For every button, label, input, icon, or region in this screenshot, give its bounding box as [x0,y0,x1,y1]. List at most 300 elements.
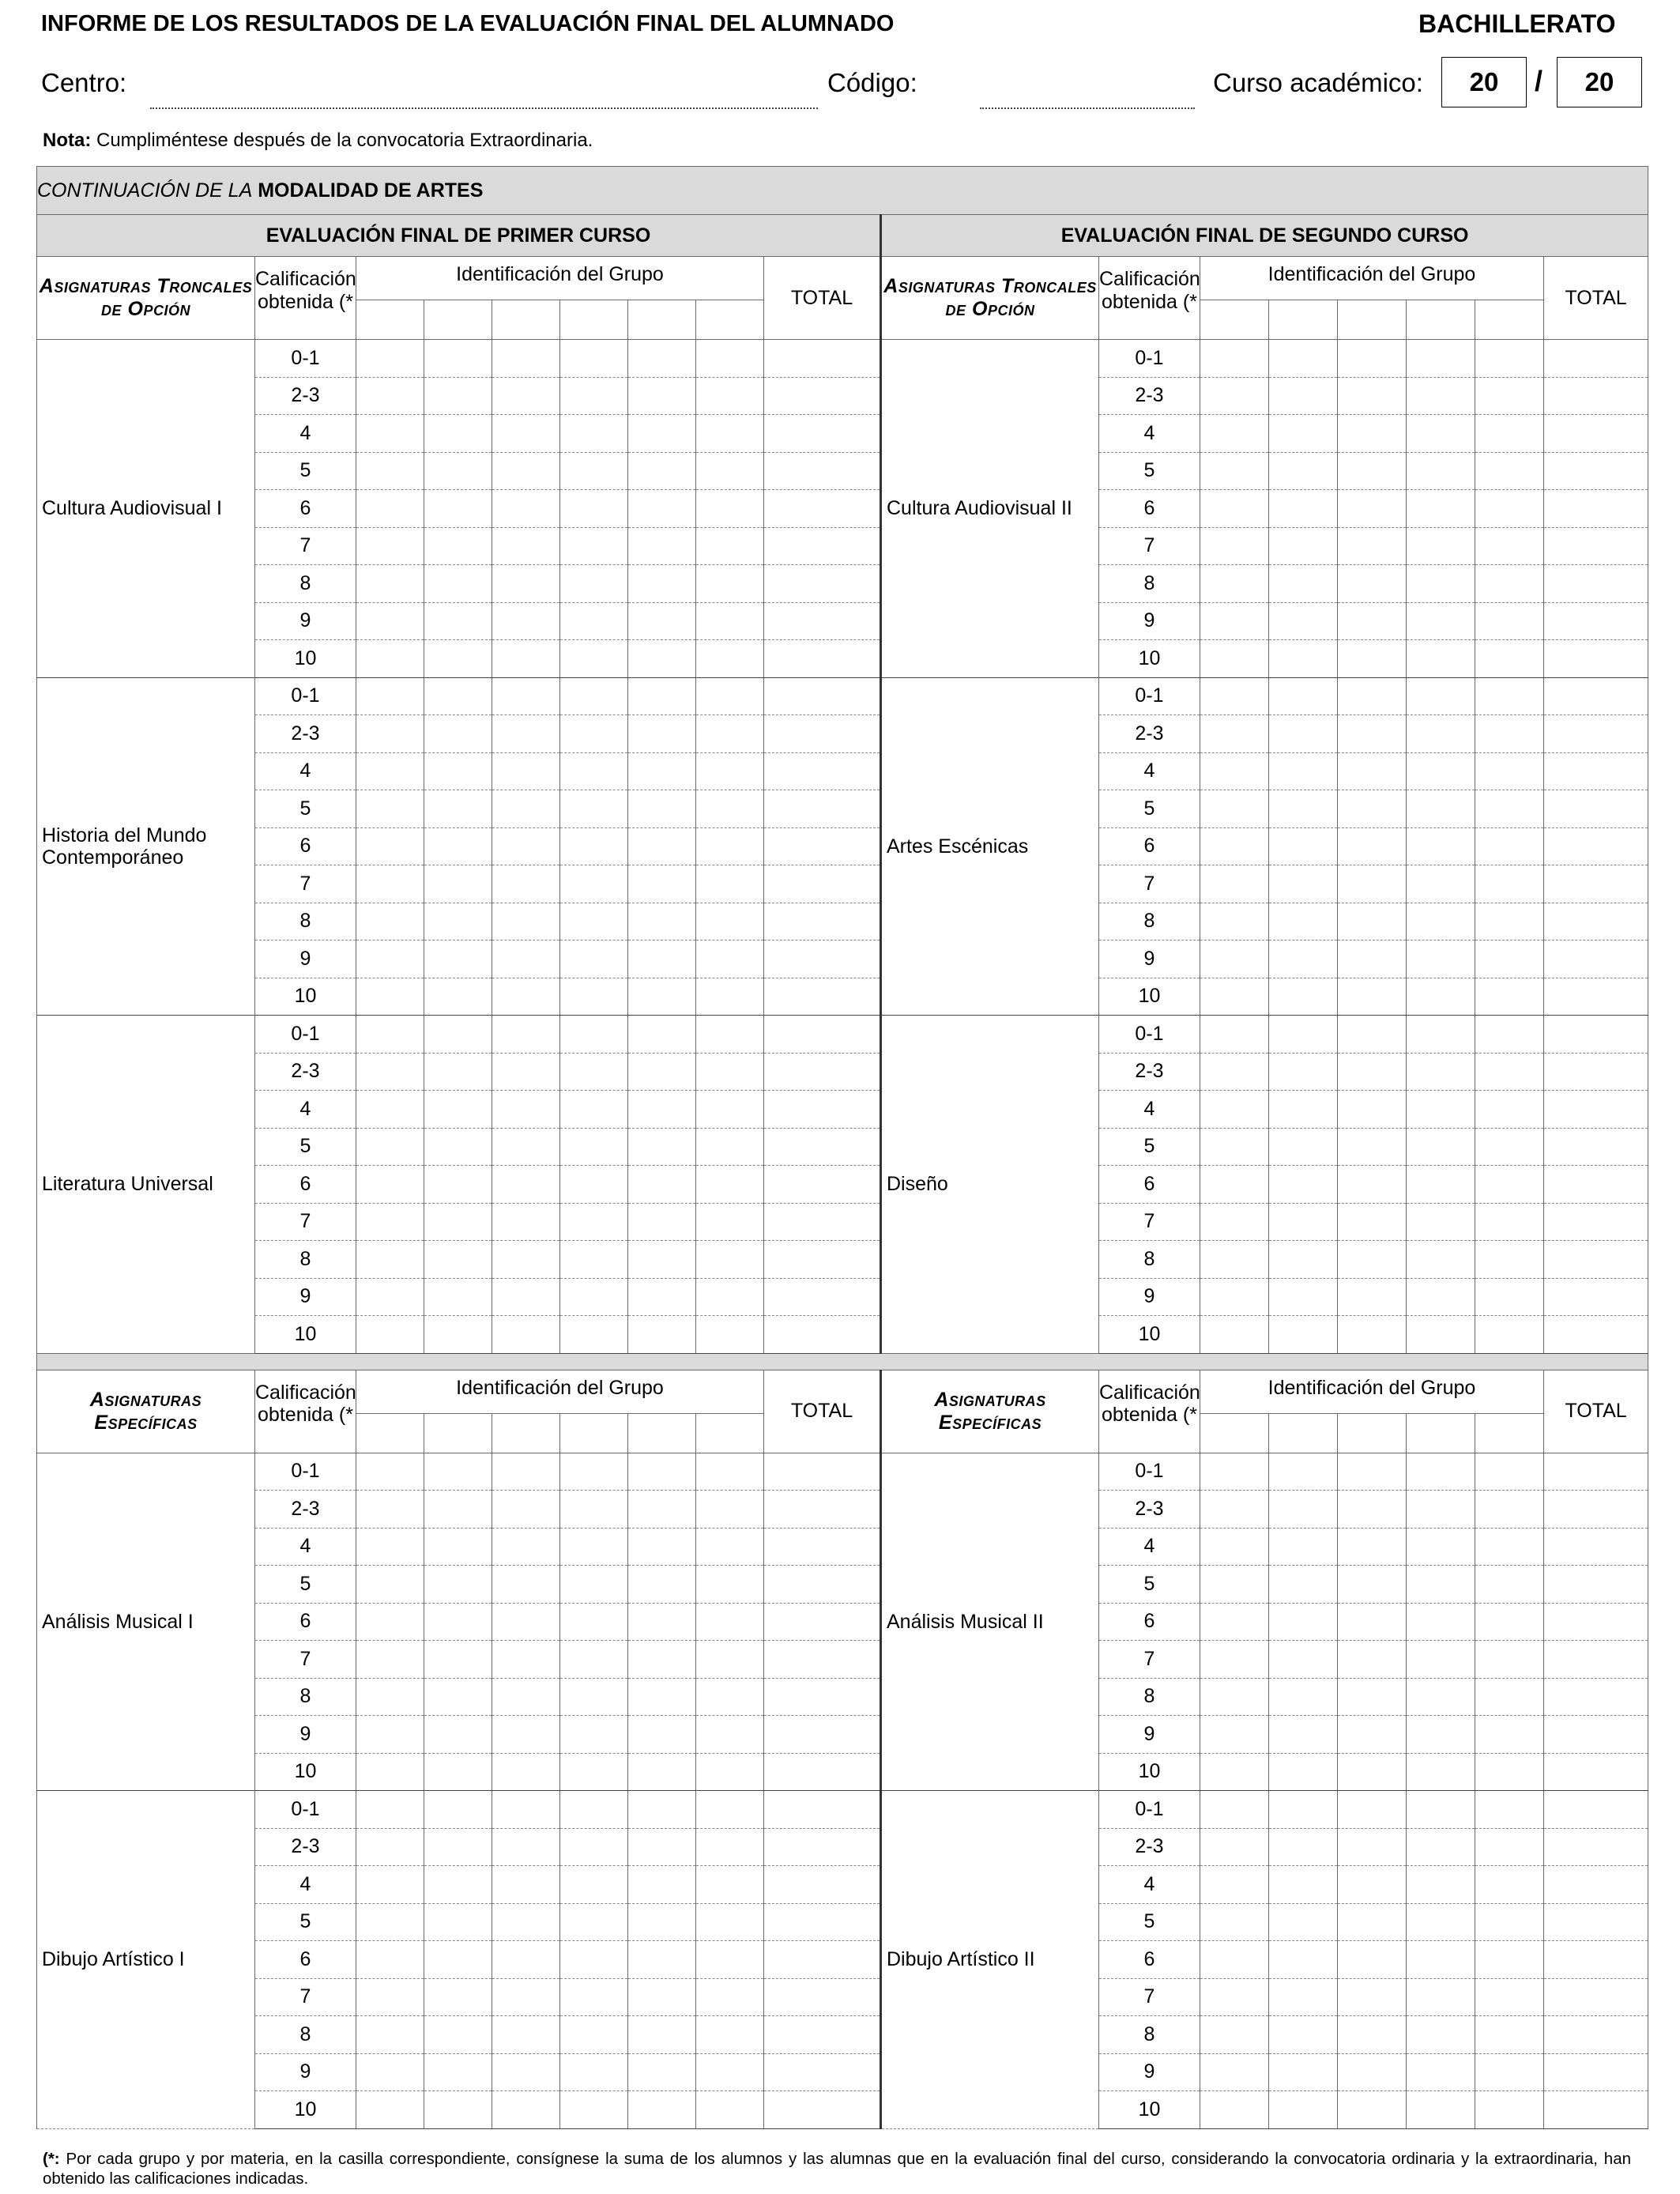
count-cell[interactable] [1475,1528,1544,1566]
count-cell[interactable] [628,941,696,978]
count-cell[interactable] [696,978,764,1016]
count-cell[interactable] [1200,1528,1269,1566]
total-cell[interactable] [1544,1091,1648,1129]
total-cell[interactable] [1544,2091,1648,2129]
count-cell[interactable] [1269,2053,1338,2091]
count-cell[interactable] [1475,1166,1544,1204]
count-cell[interactable] [356,490,424,528]
count-cell[interactable] [1269,1866,1338,1904]
count-cell[interactable] [1338,1828,1407,1866]
count-cell[interactable] [1407,1641,1475,1679]
total-cell[interactable] [764,1866,881,1904]
count-cell[interactable] [1407,452,1475,490]
count-cell[interactable] [560,1016,628,1054]
count-cell[interactable] [1475,2016,1544,2054]
count-cell[interactable] [424,1828,492,1866]
count-cell[interactable] [560,1753,628,1791]
count-cell[interactable] [560,1053,628,1091]
count-cell[interactable] [356,715,424,753]
count-cell[interactable] [492,1903,560,1941]
group-id-cell[interactable] [1200,300,1269,340]
count-cell[interactable] [696,752,764,790]
count-cell[interactable] [1475,1053,1544,1091]
count-cell[interactable] [492,452,560,490]
count-cell[interactable] [356,2091,424,2129]
count-cell[interactable] [1338,1753,1407,1791]
count-cell[interactable] [1475,527,1544,565]
total-cell[interactable] [1544,941,1648,978]
count-cell[interactable] [696,1941,764,1979]
count-cell[interactable] [1269,602,1338,640]
count-cell[interactable] [1338,640,1407,678]
total-cell[interactable] [1544,452,1648,490]
count-cell[interactable] [560,1716,628,1754]
total-cell[interactable] [1544,1241,1648,1279]
count-cell[interactable] [492,415,560,453]
count-cell[interactable] [1407,1053,1475,1091]
count-cell[interactable] [356,1166,424,1204]
count-cell[interactable] [1475,1828,1544,1866]
count-cell[interactable] [1338,565,1407,603]
count-cell[interactable] [1200,527,1269,565]
count-cell[interactable] [492,903,560,941]
count-cell[interactable] [696,677,764,715]
count-cell[interactable] [696,1566,764,1604]
count-cell[interactable] [628,1453,696,1491]
count-cell[interactable] [1475,978,1544,1016]
count-cell[interactable] [560,1316,628,1354]
count-cell[interactable] [696,1903,764,1941]
total-cell[interactable] [1544,978,1648,1016]
count-cell[interactable] [696,602,764,640]
count-cell[interactable] [492,527,560,565]
count-cell[interactable] [424,790,492,828]
group-id-cell[interactable] [424,1413,492,1453]
count-cell[interactable] [1269,1978,1338,2016]
count-cell[interactable] [1200,978,1269,1016]
count-cell[interactable] [1338,827,1407,865]
count-cell[interactable] [492,1453,560,1491]
count-cell[interactable] [356,1941,424,1979]
count-cell[interactable] [628,565,696,603]
count-cell[interactable] [1269,1528,1338,1566]
count-cell[interactable] [1338,1978,1407,2016]
group-id-cell[interactable] [560,1413,628,1453]
count-cell[interactable] [424,565,492,603]
count-cell[interactable] [1338,1166,1407,1204]
count-cell[interactable] [560,827,628,865]
count-cell[interactable] [1269,715,1338,753]
count-cell[interactable] [1338,415,1407,453]
count-cell[interactable] [1200,1866,1269,1904]
codigo-field[interactable] [980,107,1195,109]
count-cell[interactable] [1269,2091,1338,2129]
count-cell[interactable] [356,565,424,603]
count-cell[interactable] [1269,1828,1338,1866]
total-cell[interactable] [1544,1641,1648,1679]
group-id-cell[interactable] [356,300,424,340]
count-cell[interactable] [424,865,492,903]
count-cell[interactable] [1407,1528,1475,1566]
count-cell[interactable] [424,752,492,790]
count-cell[interactable] [356,1566,424,1604]
count-cell[interactable] [1269,1903,1338,1941]
count-cell[interactable] [1338,452,1407,490]
total-cell[interactable] [764,1091,881,1129]
total-cell[interactable] [1544,1278,1648,1316]
count-cell[interactable] [696,1278,764,1316]
count-cell[interactable] [356,752,424,790]
count-cell[interactable] [1269,1016,1338,1054]
count-cell[interactable] [492,1528,560,1566]
count-cell[interactable] [492,1128,560,1166]
count-cell[interactable] [1200,1753,1269,1791]
count-cell[interactable] [424,827,492,865]
count-cell[interactable] [1338,1053,1407,1091]
count-cell[interactable] [696,1791,764,1829]
count-cell[interactable] [560,1566,628,1604]
count-cell[interactable] [1200,1053,1269,1091]
count-cell[interactable] [1269,1241,1338,1279]
count-cell[interactable] [492,490,560,528]
total-cell[interactable] [764,1528,881,1566]
count-cell[interactable] [1269,1091,1338,1129]
count-cell[interactable] [1200,1678,1269,1716]
count-cell[interactable] [696,452,764,490]
count-cell[interactable] [1407,790,1475,828]
count-cell[interactable] [424,2091,492,2129]
total-cell[interactable] [764,415,881,453]
count-cell[interactable] [696,1128,764,1166]
group-id-cell[interactable] [560,300,628,340]
total-cell[interactable] [764,2053,881,2091]
count-cell[interactable] [1407,490,1475,528]
count-cell[interactable] [560,1128,628,1166]
count-cell[interactable] [696,1241,764,1279]
count-cell[interactable] [696,565,764,603]
count-cell[interactable] [1269,1566,1338,1604]
count-cell[interactable] [1407,415,1475,453]
count-cell[interactable] [1475,2053,1544,2091]
count-cell[interactable] [1269,490,1338,528]
count-cell[interactable] [1200,1791,1269,1829]
count-cell[interactable] [1200,452,1269,490]
count-cell[interactable] [696,1641,764,1679]
count-cell[interactable] [1338,1203,1407,1241]
count-cell[interactable] [356,677,424,715]
count-cell[interactable] [1407,1241,1475,1279]
count-cell[interactable] [1200,1641,1269,1679]
count-cell[interactable] [356,1278,424,1316]
count-cell[interactable] [492,1091,560,1129]
count-cell[interactable] [356,827,424,865]
total-cell[interactable] [764,1753,881,1791]
group-id-cell[interactable] [696,1413,764,1453]
count-cell[interactable] [356,1241,424,1279]
total-cell[interactable] [764,340,881,378]
count-cell[interactable] [356,1316,424,1354]
count-cell[interactable] [696,415,764,453]
total-cell[interactable] [1544,1978,1648,2016]
count-cell[interactable] [424,490,492,528]
total-cell[interactable] [764,1641,881,1679]
count-cell[interactable] [696,2016,764,2054]
count-cell[interactable] [1338,2091,1407,2129]
count-cell[interactable] [1269,340,1338,378]
count-cell[interactable] [1200,1978,1269,2016]
count-cell[interactable] [492,1603,560,1641]
count-cell[interactable] [1200,1316,1269,1354]
count-cell[interactable] [1269,1128,1338,1166]
count-cell[interactable] [1200,1716,1269,1754]
count-cell[interactable] [424,1716,492,1754]
count-cell[interactable] [1338,1241,1407,1279]
count-cell[interactable] [560,1491,628,1529]
total-cell[interactable] [1544,1941,1648,1979]
count-cell[interactable] [696,1166,764,1204]
count-cell[interactable] [492,1978,560,2016]
count-cell[interactable] [628,1641,696,1679]
total-cell[interactable] [764,490,881,528]
count-cell[interactable] [628,1903,696,1941]
count-cell[interactable] [628,1491,696,1529]
count-cell[interactable] [1338,1716,1407,1754]
count-cell[interactable] [492,1316,560,1354]
count-cell[interactable] [696,1053,764,1091]
count-cell[interactable] [628,1828,696,1866]
count-cell[interactable] [628,1016,696,1054]
count-cell[interactable] [1407,1278,1475,1316]
count-cell[interactable] [560,715,628,753]
count-cell[interactable] [560,415,628,453]
count-cell[interactable] [424,1566,492,1604]
count-cell[interactable] [696,2053,764,2091]
count-cell[interactable] [628,1753,696,1791]
count-cell[interactable] [696,1753,764,1791]
count-cell[interactable] [424,1053,492,1091]
count-cell[interactable] [696,1453,764,1491]
total-cell[interactable] [764,715,881,753]
total-cell[interactable] [764,565,881,603]
count-cell[interactable] [560,978,628,1016]
total-cell[interactable] [1544,903,1648,941]
count-cell[interactable] [492,340,560,378]
count-cell[interactable] [1269,1716,1338,1754]
count-cell[interactable] [1475,1903,1544,1941]
count-cell[interactable] [1338,1866,1407,1904]
count-cell[interactable] [1475,2091,1544,2129]
count-cell[interactable] [424,978,492,1016]
group-id-cell[interactable] [492,1413,560,1453]
count-cell[interactable] [1475,1978,1544,2016]
total-cell[interactable] [1544,1753,1648,1791]
count-cell[interactable] [492,1866,560,1904]
count-cell[interactable] [1407,1753,1475,1791]
count-cell[interactable] [628,377,696,415]
count-cell[interactable] [1475,565,1544,603]
count-cell[interactable] [696,1316,764,1354]
group-id-cell[interactable] [1200,1413,1269,1453]
count-cell[interactable] [1338,790,1407,828]
count-cell[interactable] [696,865,764,903]
count-cell[interactable] [1269,1053,1338,1091]
count-cell[interactable] [1407,1166,1475,1204]
count-cell[interactable] [1338,1128,1407,1166]
count-cell[interactable] [560,1903,628,1941]
count-cell[interactable] [628,827,696,865]
total-cell[interactable] [1544,1678,1648,1716]
group-id-cell[interactable] [1338,1413,1407,1453]
count-cell[interactable] [492,1241,560,1279]
count-cell[interactable] [1269,1941,1338,1979]
total-cell[interactable] [1544,565,1648,603]
count-cell[interactable] [1475,452,1544,490]
count-cell[interactable] [1338,978,1407,1016]
count-cell[interactable] [356,1053,424,1091]
count-cell[interactable] [1200,1278,1269,1316]
count-cell[interactable] [1475,1866,1544,1904]
group-id-cell[interactable] [1269,300,1338,340]
count-cell[interactable] [356,790,424,828]
count-cell[interactable] [696,527,764,565]
count-cell[interactable] [560,865,628,903]
total-cell[interactable] [764,1241,881,1279]
count-cell[interactable] [1269,415,1338,453]
count-cell[interactable] [1407,527,1475,565]
count-cell[interactable] [1338,602,1407,640]
count-cell[interactable] [492,1203,560,1241]
total-cell[interactable] [764,1203,881,1241]
total-cell[interactable] [1544,1716,1648,1754]
count-cell[interactable] [424,1453,492,1491]
count-cell[interactable] [560,377,628,415]
count-cell[interactable] [492,1941,560,1979]
count-cell[interactable] [560,2053,628,2091]
count-cell[interactable] [560,1828,628,1866]
count-cell[interactable] [1200,640,1269,678]
count-cell[interactable] [628,1528,696,1566]
count-cell[interactable] [424,1903,492,1941]
count-cell[interactable] [1338,903,1407,941]
count-cell[interactable] [696,903,764,941]
group-id-cell[interactable] [1475,300,1544,340]
count-cell[interactable] [1200,1203,1269,1241]
count-cell[interactable] [1200,377,1269,415]
count-cell[interactable] [1407,565,1475,603]
year-start-box[interactable]: 20 [1441,57,1527,107]
count-cell[interactable] [1200,1941,1269,1979]
count-cell[interactable] [1338,1316,1407,1354]
total-cell[interactable] [1544,1053,1648,1091]
count-cell[interactable] [492,941,560,978]
count-cell[interactable] [560,490,628,528]
count-cell[interactable] [1200,1491,1269,1529]
count-cell[interactable] [1475,790,1544,828]
count-cell[interactable] [424,1278,492,1316]
count-cell[interactable] [1475,1491,1544,1529]
total-cell[interactable] [764,1053,881,1091]
group-id-cell[interactable] [424,300,492,340]
count-cell[interactable] [1269,2016,1338,2054]
count-cell[interactable] [628,1978,696,2016]
count-cell[interactable] [1475,865,1544,903]
count-cell[interactable] [1200,1603,1269,1641]
count-cell[interactable] [1200,1903,1269,1941]
total-cell[interactable] [764,1978,881,2016]
total-cell[interactable] [764,1278,881,1316]
count-cell[interactable] [424,1166,492,1204]
count-cell[interactable] [560,1866,628,1904]
total-cell[interactable] [1544,1866,1648,1904]
count-cell[interactable] [1338,865,1407,903]
count-cell[interactable] [356,1016,424,1054]
count-cell[interactable] [1475,1278,1544,1316]
total-cell[interactable] [764,527,881,565]
total-cell[interactable] [1544,677,1648,715]
count-cell[interactable] [1407,2053,1475,2091]
count-cell[interactable] [356,978,424,1016]
group-id-cell[interactable] [628,1413,696,1453]
count-cell[interactable] [560,1203,628,1241]
count-cell[interactable] [1200,790,1269,828]
count-cell[interactable] [1338,1566,1407,1604]
count-cell[interactable] [560,527,628,565]
count-cell[interactable] [1407,1716,1475,1754]
count-cell[interactable] [492,1053,560,1091]
count-cell[interactable] [356,865,424,903]
count-cell[interactable] [628,340,696,378]
count-cell[interactable] [560,602,628,640]
count-cell[interactable] [424,1753,492,1791]
count-cell[interactable] [356,340,424,378]
count-cell[interactable] [696,1016,764,1054]
count-cell[interactable] [356,1903,424,1941]
count-cell[interactable] [1200,1016,1269,1054]
count-cell[interactable] [1200,1241,1269,1279]
count-cell[interactable] [492,602,560,640]
total-cell[interactable] [764,1678,881,1716]
count-cell[interactable] [1200,2053,1269,2091]
count-cell[interactable] [628,490,696,528]
count-cell[interactable] [628,640,696,678]
count-cell[interactable] [492,677,560,715]
count-cell[interactable] [1407,1828,1475,1866]
count-cell[interactable] [1200,1128,1269,1166]
count-cell[interactable] [1475,415,1544,453]
count-cell[interactable] [1338,1603,1407,1641]
count-cell[interactable] [1475,1603,1544,1641]
count-cell[interactable] [1200,903,1269,941]
total-cell[interactable] [764,978,881,1016]
count-cell[interactable] [356,1128,424,1166]
total-cell[interactable] [1544,2016,1648,2054]
count-cell[interactable] [560,1978,628,2016]
count-cell[interactable] [356,1641,424,1679]
count-cell[interactable] [696,941,764,978]
count-cell[interactable] [1407,1903,1475,1941]
count-cell[interactable] [1200,1166,1269,1204]
count-cell[interactable] [492,640,560,678]
total-cell[interactable] [1544,1603,1648,1641]
count-cell[interactable] [424,2016,492,2054]
count-cell[interactable] [1475,715,1544,753]
count-cell[interactable] [356,415,424,453]
count-cell[interactable] [1200,2091,1269,2129]
group-id-cell[interactable] [1338,300,1407,340]
count-cell[interactable] [628,1091,696,1129]
count-cell[interactable] [424,1678,492,1716]
count-cell[interactable] [492,1491,560,1529]
